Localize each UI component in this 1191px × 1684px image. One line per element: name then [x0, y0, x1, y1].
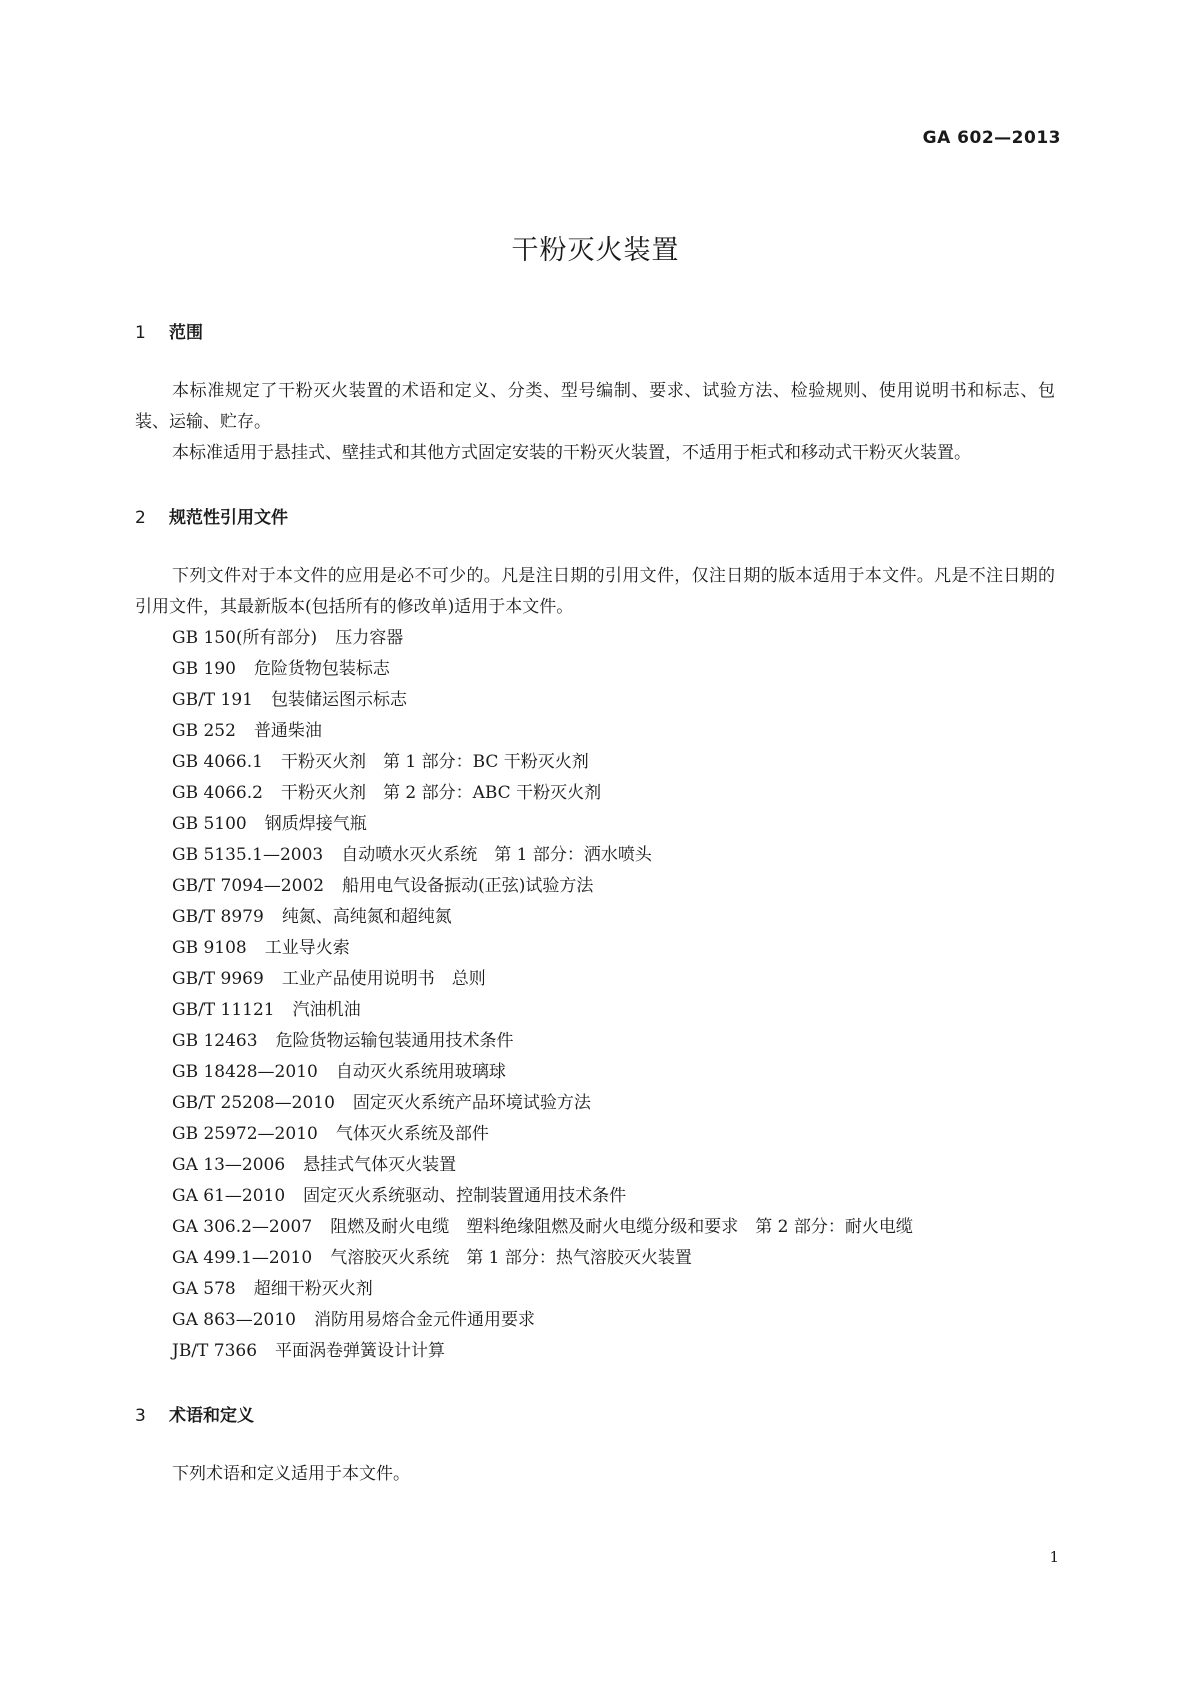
reference-code: GA 578 [172, 1279, 236, 1299]
reference-item [172, 778, 1055, 809]
reference-code: GB/T 25208—2010 [172, 1093, 335, 1113]
reference-item [172, 809, 1055, 840]
reference-item [172, 1274, 1055, 1305]
reference-title: 干粉灭火剂 第 2 部分：ABC 干粉灭火剂 [280, 783, 602, 803]
reference-code: GB 190 [172, 659, 236, 679]
reference-code: GB/T 8979 [172, 907, 264, 927]
reference-title: 危险货物包装标志 [253, 659, 390, 679]
reference-item [172, 654, 1055, 685]
reference-item [172, 1336, 1055, 1367]
reference-title: 干粉灭火剂 第 1 部分：BC 干粉灭火剂 [280, 752, 589, 772]
reference-item [172, 1181, 1055, 1212]
reference-item [172, 933, 1055, 964]
paragraph: 本标准规定了干粉灭火装置的术语和定义、分类、型号编制、要求、试验方法、检验规则、使用说明书和标志、包装、运输、贮存。 [135, 381, 1055, 432]
section-heading [135, 503, 1055, 533]
section-scope [135, 318, 1055, 469]
reference-title: 阻燃及耐火电缆 塑料绝缘阻燃及耐火电缆分级和要求 第 2 部分：耐火电缆 [330, 1217, 913, 1237]
paragraph: 下列文件对于本文件的应用是必不可少的。凡是注日期的引用文件，仅注日期的版本适用于本文件。凡是不注日期的引用文件，其最新版本(包括所有的修改单)适用于本文件。 [135, 566, 1055, 617]
reference-code: GB/T 191 [172, 690, 253, 710]
section-number: 2 [135, 508, 146, 528]
reference-item [172, 1119, 1055, 1150]
reference-title: 消防用易熔合金元件通用要求 [313, 1310, 535, 1330]
document-title: 干粉灭火装置 [511, 235, 680, 266]
reference-code: GB/T 9969 [172, 969, 264, 989]
reference-title: 普通柴油 [253, 721, 322, 741]
reference-item [172, 1150, 1055, 1181]
standard-number: GA 602—2013 [922, 128, 1061, 148]
section-number: 3 [135, 1406, 146, 1426]
reference-item [172, 902, 1055, 933]
paragraph: 本标准适用于悬挂式、壁挂式和其他方式固定安装的干粉灭火装置，不适用于柜式和移动式干粉灭火装置。 [172, 443, 971, 463]
section-title: 术语和定义 [169, 1406, 254, 1426]
reference-title: 船用电气设备振动(正弦)试验方法 [342, 876, 594, 896]
reference-item [172, 623, 1055, 654]
reference-item [172, 685, 1055, 716]
section-heading [135, 1401, 1055, 1431]
reference-item [172, 840, 1055, 871]
reference-title: 包装储运图示标志 [271, 690, 407, 710]
reference-code: JB/T 7366 [172, 1341, 258, 1361]
section-heading [135, 318, 1055, 348]
reference-code: GB 4066.2 [172, 783, 263, 803]
reference-item [172, 995, 1055, 1026]
reference-title: 气溶胶灭火系统 第 1 部分：热气溶胶灭火装置 [330, 1248, 692, 1268]
reference-title: 自动灭火系统用玻璃球 [335, 1062, 506, 1082]
reference-code: GB 150(所有部分) [172, 628, 318, 648]
reference-item [172, 1026, 1055, 1057]
reference-code: GA 499.1—2010 [172, 1248, 313, 1268]
reference-code: GA 863—2010 [172, 1310, 296, 1330]
reference-code: GB 9108 [172, 938, 247, 958]
reference-item [172, 716, 1055, 747]
reference-title: 悬挂式气体灭火装置 [303, 1155, 457, 1175]
reference-item [172, 1057, 1055, 1088]
reference-title: 汽油机油 [292, 1000, 361, 1020]
reference-code: GB 25972—2010 [172, 1124, 318, 1144]
reference-title: 工业导火索 [264, 938, 350, 958]
reference-item [172, 1243, 1055, 1274]
reference-code: GA 61—2010 [172, 1186, 286, 1206]
reference-item [172, 964, 1055, 995]
reference-code: GB 4066.1 [172, 752, 263, 772]
reference-code: GA 13—2006 [172, 1155, 286, 1175]
section-terms-definitions [135, 1401, 1055, 1490]
reference-title: 钢质焊接气瓶 [264, 814, 367, 834]
section-title: 范围 [169, 323, 203, 343]
reference-title: 固定灭火系统产品环境试验方法 [352, 1093, 591, 1113]
reference-code: GA 306.2—2007 [172, 1217, 313, 1237]
reference-code: GB 18428—2010 [172, 1062, 318, 1082]
reference-title: 工业产品使用说明书 总则 [281, 969, 486, 989]
reference-title: 气体灭火系统及部件 [335, 1124, 489, 1144]
paragraph: 下列术语和定义适用于本文件。 [172, 1464, 410, 1484]
reference-list [135, 623, 1055, 1367]
reference-code: GB 252 [172, 721, 236, 741]
reference-title: 压力容器 [335, 628, 404, 648]
page-number: 1 [1049, 1548, 1059, 1566]
reference-code: GB/T 7094—2002 [172, 876, 325, 896]
reference-item [172, 1305, 1055, 1336]
document-body [135, 318, 1055, 1490]
reference-item [172, 1212, 1055, 1243]
section-number: 1 [135, 323, 146, 343]
reference-title: 自动喷水灭火系统 第 1 部分：洒水喷头 [341, 845, 652, 865]
reference-item [172, 1088, 1055, 1119]
reference-code: GB 5100 [172, 814, 247, 834]
reference-title: 平面涡卷弹簧设计计算 [275, 1341, 446, 1361]
reference-title: 纯氮、高纯氮和超纯氮 [281, 907, 452, 927]
reference-title: 危险货物运输包装通用技术条件 [275, 1031, 514, 1051]
reference-item [172, 871, 1055, 902]
reference-title: 超细干粉灭火剂 [253, 1279, 373, 1299]
reference-code: GB 5135.1—2003 [172, 845, 324, 865]
section-normative-references [135, 503, 1055, 1367]
reference-title: 固定灭火系统驱动、控制装置通用技术条件 [303, 1186, 627, 1206]
reference-code: GB 12463 [172, 1031, 258, 1051]
reference-item [172, 747, 1055, 778]
section-title: 规范性引用文件 [169, 508, 288, 528]
reference-code: GB/T 11121 [172, 1000, 275, 1020]
